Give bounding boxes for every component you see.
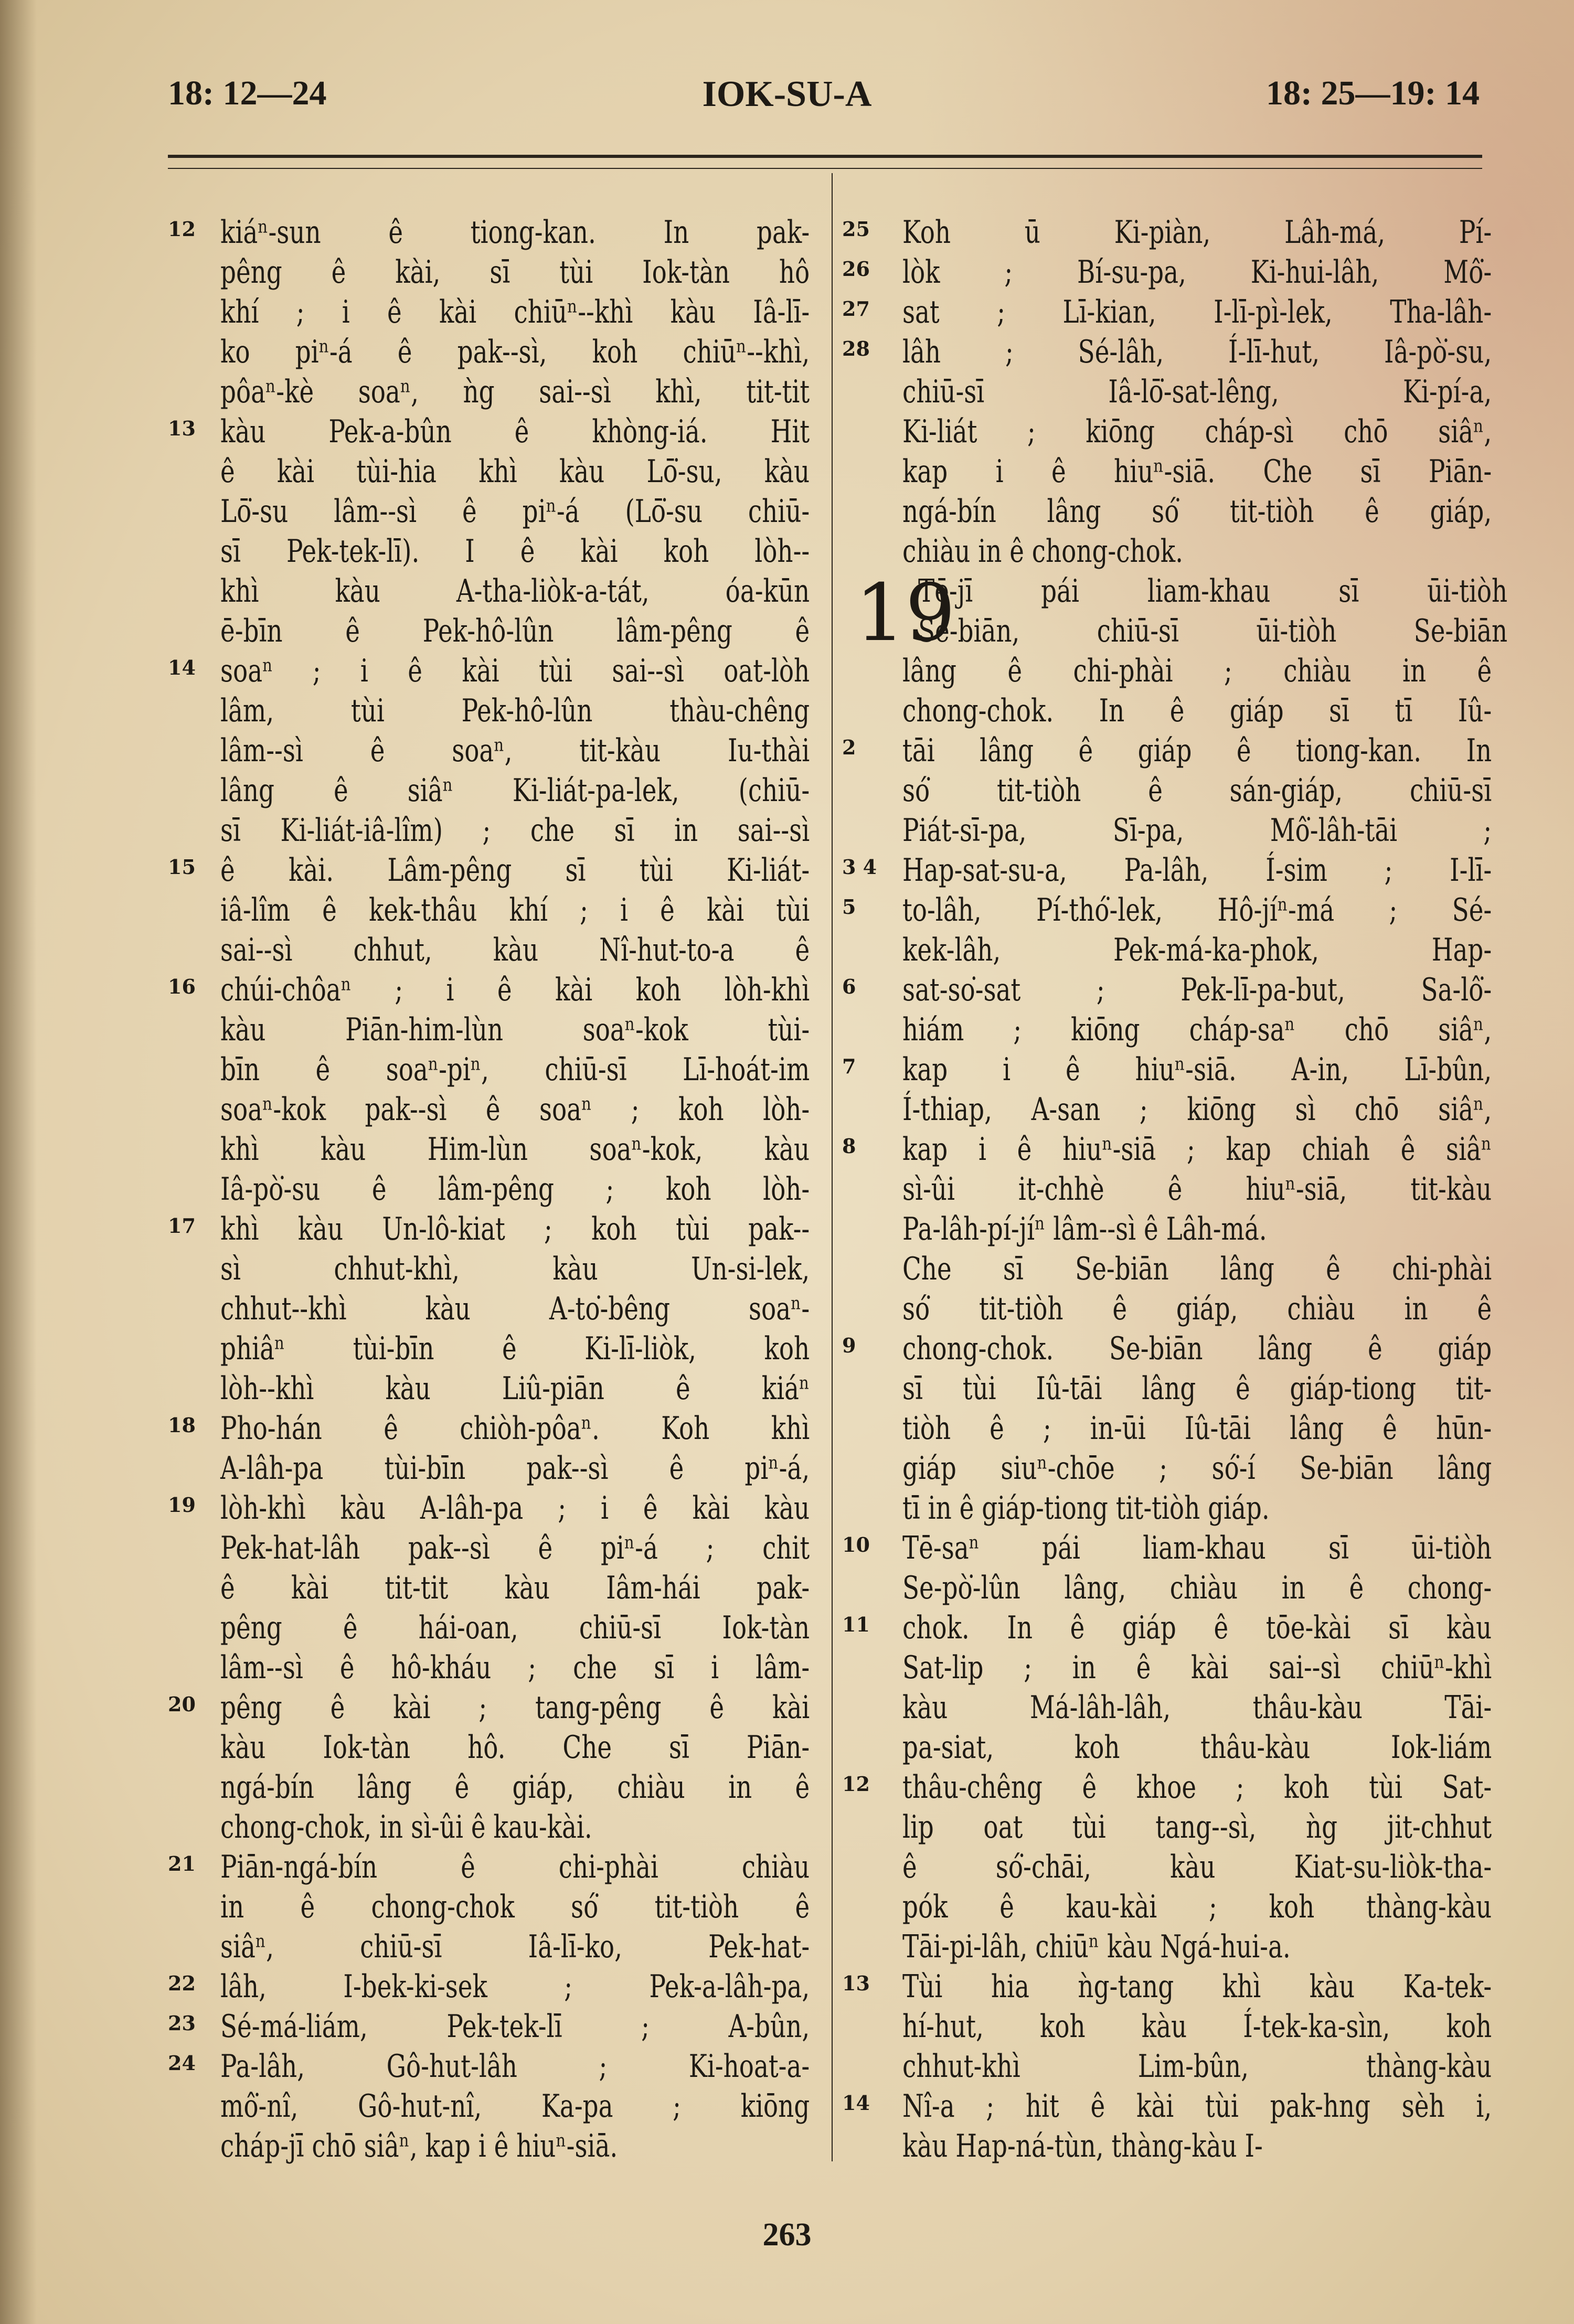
verse-number: 22 — [168, 1971, 196, 1995]
text-line — [842, 1767, 1503, 1807]
verse-text: ē-bīn ê Pek-hô-lûn lâm-pêng ê — [220, 613, 810, 649]
verse-text: kek-lâh, Pek-má-ka-phok, Hap- — [902, 932, 1492, 968]
verse-text: kàu Iok-tàn hô. Che sī Piān- — [220, 1729, 810, 1766]
verse-number: 13 — [168, 417, 196, 440]
verse-number: 24 — [168, 2051, 196, 2075]
verse-number: 19 — [168, 1493, 196, 1517]
verse-text: A-lâh-pa tùi-bīn pak--sì ê piⁿ-á, — [220, 1450, 810, 1487]
verse-number: 13 — [842, 1971, 870, 1995]
verse-text: thâu-chêng ê khoe ; koh tùi Sat- — [902, 1769, 1492, 1806]
verse-text: tī in ê giáp-tiong tit-tiòh giáp. — [902, 1490, 1270, 1527]
text-line — [168, 1568, 829, 1608]
text-line — [842, 1050, 1503, 1090]
verse-text: lâh ; Sé-lâh, Í-lī-hut, Iâ-pò͘-su, — [902, 334, 1492, 370]
text-line — [842, 531, 1503, 571]
text-line — [168, 531, 829, 571]
verse-text: Sé-má-liám, Pek-tek-lī ; A-bûn, — [220, 2008, 810, 2045]
left-text-column — [168, 212, 829, 2166]
verse-text: tāi lâng ê giáp ê tiong-kan. In — [902, 732, 1492, 769]
verse-number: 12 — [168, 217, 196, 241]
text-line — [168, 970, 829, 1010]
text-line — [168, 1728, 829, 1767]
verse-text: Í-thiap, A-san ; kiōng sì chō siâⁿ, — [902, 1091, 1492, 1128]
verse-number: 20 — [168, 1692, 196, 1716]
text-line — [842, 1528, 1503, 1568]
text-line — [842, 2007, 1503, 2046]
verse-text: Che sī Se-biān lâng ê chi-phài — [902, 1251, 1492, 1287]
verse-number: 26 — [842, 257, 870, 281]
verse-text: ngá-bín lâng ê giáp, chiàu in ê — [220, 1769, 810, 1806]
verse-text: chong-chok, in sì-ûi ê kau-kài. — [220, 1809, 592, 1846]
text-line — [168, 1887, 829, 1927]
verse-text: sì-ûi it-chhè ê hiuⁿ-siā, tit-kàu — [902, 1171, 1492, 1208]
verse-text: Tāi-pi-lâh, chiūⁿ kàu Ngá-hui-a. — [902, 1928, 1291, 1965]
verse-number: 16 — [168, 975, 196, 998]
text-line — [168, 1169, 829, 1209]
page-number: 263 — [762, 2217, 812, 2253]
verse-text: hí-hut, koh kàu Í-tek-ka-sìn, koh — [902, 2008, 1492, 2045]
verse-text: Pa-lâh, Gô-hut-lâh ; Ki-hoat-a- — [220, 2048, 810, 2085]
text-line — [168, 850, 829, 890]
verse-text: khì kàu Un-lô-kiat ; koh tùi pak-- — [220, 1211, 810, 1248]
text-line — [168, 412, 829, 452]
text-line — [168, 372, 829, 412]
verse-text: pêng ê hái-oan, chiū-sī Iok-tàn — [220, 1609, 810, 1646]
text-line — [168, 890, 829, 930]
verse-text: lâh, I-bek-ki-sek ; Pek-a-lâh-pa, — [220, 1968, 810, 2005]
verse-text: cháp-jī chō siâⁿ, kap i ê hiuⁿ-siā. — [220, 2128, 618, 2165]
verse-number: 14 — [168, 656, 196, 679]
text-line — [168, 1608, 829, 1648]
verse-text: lòk ; Bí-su-pa, Ki-hui-lâh, Mô͘- — [902, 254, 1492, 291]
verse-text: Se-biān, chiū-sī ūi-tiòh Se-biān — [918, 613, 1508, 649]
text-line — [168, 1209, 829, 1249]
text-line — [168, 492, 829, 531]
header-book-title: IOK-SU-A — [702, 74, 872, 114]
verse-text: pêng ê kài, sī tùi Iok-tàn hô — [220, 254, 810, 291]
text-line — [842, 1369, 1503, 1409]
verse-number: 23 — [168, 2011, 196, 2035]
verse-text: sat-so͘-sat ; Pek-lī-pa-but, Sa-lô͘- — [902, 972, 1492, 1008]
verse-number: 12 — [842, 1772, 870, 1796]
text-line — [842, 1090, 1503, 1129]
verse-text: chong-chok. Se-biān lâng ê giáp — [902, 1330, 1492, 1367]
text-line — [168, 2086, 829, 2126]
text-line — [842, 1608, 1503, 1648]
verse-text: sī Ki-liát-iâ-lîm) ; che sī in sai--sì — [220, 812, 810, 849]
verse-text: iâ-lîm ê kek-thâu khí ; i ê kài tùi — [220, 892, 810, 929]
verse-text: siâⁿ, chiū-sī Iâ-lī-ko, Pek-hat- — [220, 1928, 810, 1965]
text-line — [842, 970, 1503, 1010]
verse-text: chok. In ê giáp ê tōe-kài sī kàu — [902, 1609, 1492, 1646]
verse-number: 10 — [842, 1533, 870, 1557]
text-line — [168, 1927, 829, 1967]
header-left-reference: 18: 12—24 — [168, 74, 327, 112]
verse-text: tiòh ê ; in-ūi Iû-tāi lâng ê hūn- — [902, 1410, 1492, 1447]
verse-text: Pek-hat-lâh pak--sì ê piⁿ-á ; chit — [220, 1530, 810, 1566]
text-line — [842, 771, 1503, 811]
verse-text: ê só͘-chāi, kàu Kiat-su-liòk-tha- — [902, 1849, 1492, 1885]
verse-text: Lō͘-su lâm--sì ê piⁿ-á (Lō͘-su chiū- — [220, 493, 810, 530]
text-line — [168, 1767, 829, 1807]
text-line — [168, 1010, 829, 1050]
text-line — [842, 492, 1503, 531]
verse-text: in ê chong-chok só͘ tit-tiòh ê — [220, 1889, 810, 1925]
verse-text: Se-pò͘-lûn lâng, chiàu in ê chong- — [902, 1570, 1492, 1606]
text-line — [168, 1488, 829, 1528]
verse-text: mô͘-nî, Gô-hut-nî, Ka-pa ; kiōng — [220, 2088, 810, 2125]
text-line — [842, 1249, 1503, 1289]
text-line — [842, 292, 1503, 332]
column-divider — [832, 173, 833, 2161]
verse-number: 6 — [842, 975, 856, 998]
verse-text: sī Pek-tek-lī). I ê kài koh lòh-- — [220, 533, 810, 570]
verse-text: sat ; Lī-kian, I-lī-pì-lek, Tha-lâh- — [902, 294, 1492, 331]
verse-text: lâm, tùi Pek-hô-lûn thàu-chêng — [220, 692, 810, 729]
verse-text: pêng ê kài ; tang-pêng ê kài — [220, 1689, 810, 1726]
verse-number: 3 4 — [842, 855, 877, 879]
text-line — [842, 1568, 1503, 1608]
verse-text: pôaⁿ-kè soaⁿ, ǹg sai--sì khì, tit-tit — [220, 374, 810, 410]
verse-text: Tē-saⁿ pái liam-khau sī ūi-tiòh — [902, 1530, 1492, 1566]
text-line — [168, 771, 829, 811]
text-line — [168, 2046, 829, 2086]
text-line — [168, 1369, 829, 1409]
verse-text: sì chhut-khì, kàu Un-si-lek, — [220, 1251, 810, 1287]
verse-number: 8 — [842, 1134, 856, 1158]
text-line — [842, 1967, 1503, 2007]
text-line — [168, 292, 829, 332]
chapter-number: 19 — [855, 568, 955, 659]
verse-text: pa-siat, koh thâu-kàu Iok-liám — [902, 1729, 1492, 1766]
text-line — [842, 212, 1503, 252]
text-line — [842, 1807, 1503, 1847]
text-line — [842, 1688, 1503, 1728]
text-line — [842, 1448, 1503, 1488]
verse-text: kàu Pek-a-bûn ê khòng-iá. Hit — [220, 413, 810, 450]
text-line — [168, 2126, 829, 2166]
verse-text: Tē-jī pái liam-khau sī ūi-tiòh — [918, 573, 1508, 610]
verse-text: ngá-bín lâng só͘ tit-tiòh ê giáp, — [902, 493, 1492, 530]
verse-text: chiū-sī Iâ-lō͘-sat-lêng, Ki-pí-a, — [902, 374, 1492, 410]
verse-number: 2 — [842, 735, 856, 759]
verse-text: Iâ-pò͘-su ê lâm-pêng ; koh lòh- — [220, 1171, 810, 1208]
verse-text: ê kài. Lâm-pêng sī tùi Ki-liát- — [220, 852, 810, 889]
verse-number: 14 — [842, 2091, 870, 2115]
verse-text: sī tùi Iû-tāi lâng ê giáp-tiong tit- — [902, 1370, 1492, 1407]
verse-text: Hap-sat-su-a, Pa-lâh, Í-sim ; I-lī- — [902, 852, 1492, 889]
verse-number: 11 — [842, 1613, 870, 1636]
text-line — [168, 611, 829, 651]
verse-text: khì kàu Him-lùn soaⁿ-kok, kàu — [220, 1131, 810, 1168]
verse-text: chiàu in ê chong-chok. — [902, 533, 1184, 570]
text-line — [168, 1249, 829, 1289]
text-line — [168, 691, 829, 731]
verse-text: phiâⁿ tùi-bīn ê Ki-lī-liòk, koh — [220, 1330, 810, 1367]
verse-text: to-lâh, Pí-thó͘-lek, Hô-jíⁿ-má ; Sé- — [902, 892, 1492, 929]
text-line — [168, 1688, 829, 1728]
gutter-shadow — [0, 0, 37, 2324]
text-line — [168, 1289, 829, 1329]
verse-number: 21 — [168, 1852, 196, 1875]
verse-text: Pa-lâh-pí-jíⁿ lâm--sì ê Lâh-má. — [902, 1211, 1267, 1248]
text-line — [842, 1409, 1503, 1448]
verse-text: kap i ê hiuⁿ-siā. Che sī Piān- — [902, 453, 1492, 490]
text-line — [842, 691, 1503, 731]
text-line — [842, 1329, 1503, 1369]
header-rule-thick — [168, 155, 1482, 158]
verse-text: lâng ê siâⁿ Ki-liát-pa-lek, (chiū- — [220, 772, 810, 809]
verse-text: Piān-ngá-bín ê chi-phài chiàu — [220, 1849, 810, 1885]
verse-text: bīn ê soaⁿ-piⁿ, chiū-sī Lī-hoát-im — [220, 1051, 810, 1088]
text-line — [168, 651, 829, 691]
verse-text: sai--sì chhut, kàu Nî-hut-to-a ê — [220, 932, 810, 968]
header-right-reference: 18: 25—19: 14 — [1266, 74, 1480, 112]
verse-text: kap i ê hiuⁿ-siā. A-in, Lī-bûn, — [902, 1051, 1492, 1088]
text-line — [842, 1887, 1503, 1927]
verse-text: soaⁿ ; i ê kài tùi sai--sì oat-lòh — [220, 653, 810, 689]
text-line — [168, 1050, 829, 1090]
verse-text: kap i ê hiuⁿ-siā ; kap chiah ê siâⁿ — [902, 1131, 1492, 1168]
verse-text: só͘ tit-tiòh ê giáp, chiàu in ê — [902, 1291, 1492, 1327]
verse-text: Nî-a ; hit ê kài tùi pak-hng sèh i, — [902, 2088, 1492, 2125]
text-line — [168, 811, 829, 850]
text-line — [842, 850, 1503, 890]
text-line — [168, 1967, 829, 2007]
text-line — [842, 890, 1503, 930]
text-line — [842, 332, 1503, 372]
text-line — [168, 1648, 829, 1688]
verse-text: Ki-liát ; kiōng cháp-sì chō siâⁿ, — [902, 413, 1492, 450]
text-line — [168, 1528, 829, 1568]
verse-number: 25 — [842, 217, 870, 241]
verse-number: 27 — [842, 297, 870, 321]
verse-text: chhut-khì Lim-bûn, thàng-kàu — [902, 2048, 1492, 2085]
text-line — [842, 1129, 1503, 1169]
verse-number: 18 — [168, 1413, 196, 1437]
verse-text: khì kàu A-tha-liòk-a-tát, óa-kūn — [220, 573, 810, 610]
verse-text: lòh-khì kàu A-lâh-pa ; i ê kài kàu — [220, 1490, 810, 1527]
verse-text: lòh--khì kàu Liû-piān ê kiáⁿ — [220, 1370, 810, 1407]
verse-text: Koh ū Ki-piàn, Lâh-má, Pí- — [902, 214, 1492, 251]
text-line — [168, 252, 829, 292]
verse-text: pók ê kau-kài ; koh thàng-kàu — [902, 1889, 1492, 1925]
text-line — [842, 1728, 1503, 1767]
verse-text: lip oat tùi tang--sì, ǹg jit-chhut — [902, 1809, 1492, 1846]
verse-text: kàu Má-lâh-lâh, thâu-kàu Tāi- — [902, 1689, 1492, 1726]
text-line — [168, 1329, 829, 1369]
text-line — [842, 611, 1508, 651]
verse-number: 28 — [842, 337, 870, 360]
text-line — [168, 1448, 829, 1488]
right-text-column — [842, 212, 1508, 2166]
text-line — [842, 2086, 1503, 2126]
text-line — [842, 930, 1503, 970]
verse-text: khí ; i ê kài chiūⁿ--khì kàu Iâ-lī- — [220, 294, 810, 331]
verse-number: 17 — [168, 1214, 196, 1238]
verse-text: chong-chok. In ê giáp sī tī Iû- — [902, 692, 1492, 729]
text-line — [842, 1648, 1503, 1688]
text-line — [168, 332, 829, 372]
text-line — [842, 1169, 1503, 1209]
verse-text: Sat-lip ; in ê kài sai--sì chiūⁿ-khì — [902, 1649, 1492, 1686]
verse-text: chhut--khì kàu A-to͘-bêng soaⁿ- — [220, 1291, 810, 1327]
text-line — [842, 372, 1503, 412]
verse-text: lâng ê chi-phài ; chiàu in ê — [902, 653, 1492, 689]
verse-text: kàu Piān-him-lùn soaⁿ-kok tùi- — [220, 1011, 810, 1048]
text-line — [168, 731, 829, 771]
verse-text: lâm--sì ê hô-kháu ; che sī i lâm- — [220, 1649, 810, 1686]
text-line — [842, 811, 1503, 850]
text-line — [168, 1807, 829, 1847]
text-line — [168, 1409, 829, 1448]
verse-text: soaⁿ-kok pak--sì ê soaⁿ ; koh lòh- — [220, 1091, 810, 1128]
verse-number: 5 — [842, 895, 856, 919]
verse-text: kàu Hap-ná-tùn, thàng-kàu I- — [902, 2128, 1263, 2165]
text-line — [842, 1847, 1503, 1887]
text-line — [168, 452, 829, 492]
verse-number: 9 — [842, 1334, 856, 1357]
text-line — [168, 1847, 829, 1887]
verse-text: kiáⁿ-sun ê tiong-kan. In pak- — [220, 214, 810, 251]
text-line — [168, 212, 829, 252]
verse-text: lâm--sì ê soaⁿ, tit-kàu Iu-thài — [220, 732, 810, 769]
text-line — [842, 1927, 1503, 1967]
header-rule-thin — [168, 168, 1482, 169]
text-line — [842, 651, 1503, 691]
verse-number: 7 — [842, 1054, 856, 1078]
text-line — [168, 571, 829, 611]
verse-text: ê kài tùi-hia khì kàu Lō͘-su, kàu — [220, 453, 810, 490]
text-line — [842, 2046, 1503, 2086]
verse-text: giáp siuⁿ-chōe ; só͘-í Se-biān lâng — [902, 1450, 1492, 1487]
text-line — [842, 1209, 1503, 1249]
text-line — [842, 1488, 1503, 1528]
text-line — [842, 452, 1503, 492]
text-line — [168, 2007, 829, 2046]
text-line — [842, 252, 1503, 292]
verse-text: Pho-hán ê chiòh-pôaⁿ. Koh khì — [220, 1410, 810, 1447]
verse-text: hiám ; kiōng cháp-saⁿ chō siâⁿ, — [902, 1011, 1492, 1048]
verse-text: Tùi hia ǹg-tang khì kàu Ka-tek- — [902, 1968, 1492, 2005]
text-line — [842, 1289, 1503, 1329]
text-line — [168, 1090, 829, 1129]
verse-text: chúi-chôaⁿ ; i ê kài koh lòh-khì — [220, 972, 810, 1008]
verse-text: ko piⁿ-á ê pak--sì, koh chiūⁿ--khì, — [220, 334, 810, 370]
text-line — [842, 412, 1503, 452]
text-line — [842, 1010, 1503, 1050]
verse-number: 15 — [168, 855, 196, 879]
text-line — [842, 731, 1503, 771]
text-line — [168, 930, 829, 970]
verse-text: só͘ tit-tiòh ê sán-giáp, chiū-sī — [902, 772, 1492, 809]
verse-text: Piát-sī-pa, Sī-pa, Mô͘-lâh-tāi ; — [902, 812, 1492, 849]
verse-text: ê kài tit-tit kàu Iâm-hái pak- — [220, 1570, 810, 1606]
text-line — [168, 1129, 829, 1169]
running-header — [0, 73, 1574, 121]
text-line — [842, 2126, 1503, 2166]
